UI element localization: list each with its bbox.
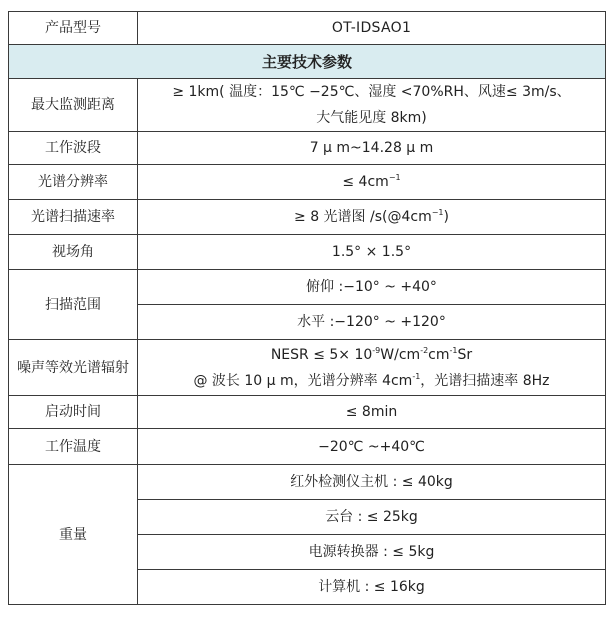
nesr-l1-sup1: -9 [372, 345, 381, 355]
weight-item: 电源转换器 : ≤ 5kg [138, 535, 606, 570]
weight-item: 云台 : ≤ 25kg [138, 500, 606, 535]
resolution-text: ≤ 4cm [342, 174, 389, 190]
scan-rate-suffix: ) [443, 209, 449, 225]
temp-label: 工作温度 [9, 429, 138, 465]
nesr-l1-sup3: -1 [449, 345, 458, 355]
nesr-l1-b: W/cm [380, 346, 421, 363]
resolution-sup: −1 [388, 173, 401, 182]
nesr-l1-a: NESR ≤ 5× 10 [270, 346, 373, 363]
nesr-l2-a: @ 波长 10 μ m，光谱分辨率 4cm [193, 372, 413, 389]
row-section-title [9, 45, 606, 79]
nesr-line1 [142, 342, 601, 368]
nesr-line2 [142, 368, 601, 394]
spec-table [8, 11, 606, 605]
scan-rate-text: ≥ 8 光谱图 /s(@4cm [294, 209, 432, 225]
row-scan-range-pitch [9, 270, 606, 305]
distance-value [138, 79, 606, 132]
model-value: OT-IDSAO1 [138, 12, 606, 45]
row-temp [9, 429, 606, 465]
scan-range-label: 扫描范围 [9, 270, 138, 340]
nesr-value [138, 340, 606, 396]
model-label: 产品型号 [9, 12, 138, 45]
nesr-l2-sup: -1 [412, 371, 421, 381]
row-resolution [9, 165, 606, 200]
row-distance [9, 79, 606, 132]
startup-label: 启动时间 [9, 396, 138, 429]
weight-item: 计算机 : ≤ 16kg [138, 570, 606, 605]
row-startup [9, 396, 606, 429]
nesr-l1-sup2: -2 [420, 345, 429, 355]
row-weight-1 [9, 465, 606, 500]
nesr-l2-b: ，光谱扫描速率 8Hz [420, 372, 550, 389]
row-band [9, 132, 606, 165]
scan-range-horizontal: 水平 :−120° ~ +120° [138, 305, 606, 340]
nesr-l1-c: cm [428, 346, 450, 363]
row-fov [9, 235, 606, 270]
fov-label: 视场角 [9, 235, 138, 270]
resolution-value [138, 165, 606, 200]
row-scan-rate [9, 200, 606, 235]
startup-value: ≤ 8min [138, 396, 606, 429]
distance-line1: ≥ 1km( 温度：15℃ −25℃、湿度 <70%RH、风速≤ 3m/s、 [172, 84, 571, 100]
section-title: 主要技术参数 [9, 45, 606, 79]
scan-rate-sup: −1 [431, 208, 444, 217]
band-label: 工作波段 [9, 132, 138, 165]
resolution-label: 光谱分辨率 [9, 165, 138, 200]
nesr-label: 噪声等效光谱辐射 [9, 340, 138, 396]
distance-line2: 大气能见度 8km) [316, 110, 427, 126]
scan-range-pitch: 俯仰 :−10° ~ +40° [138, 270, 606, 305]
scan-rate-label: 光谱扫描速率 [9, 200, 138, 235]
fov-value: 1.5° × 1.5° [138, 235, 606, 270]
row-model [9, 12, 606, 45]
weight-label: 重量 [9, 465, 138, 605]
weight-item: 红外检测仪主机 : ≤ 40kg [138, 465, 606, 500]
band-value: 7 μ m~14.28 μ m [138, 132, 606, 165]
temp-value: −20℃ ~+40℃ [138, 429, 606, 465]
distance-label: 最大监测距离 [9, 79, 138, 132]
row-nesr [9, 340, 606, 396]
nesr-l1-d: Sr [457, 346, 473, 363]
scan-rate-value [138, 200, 606, 235]
